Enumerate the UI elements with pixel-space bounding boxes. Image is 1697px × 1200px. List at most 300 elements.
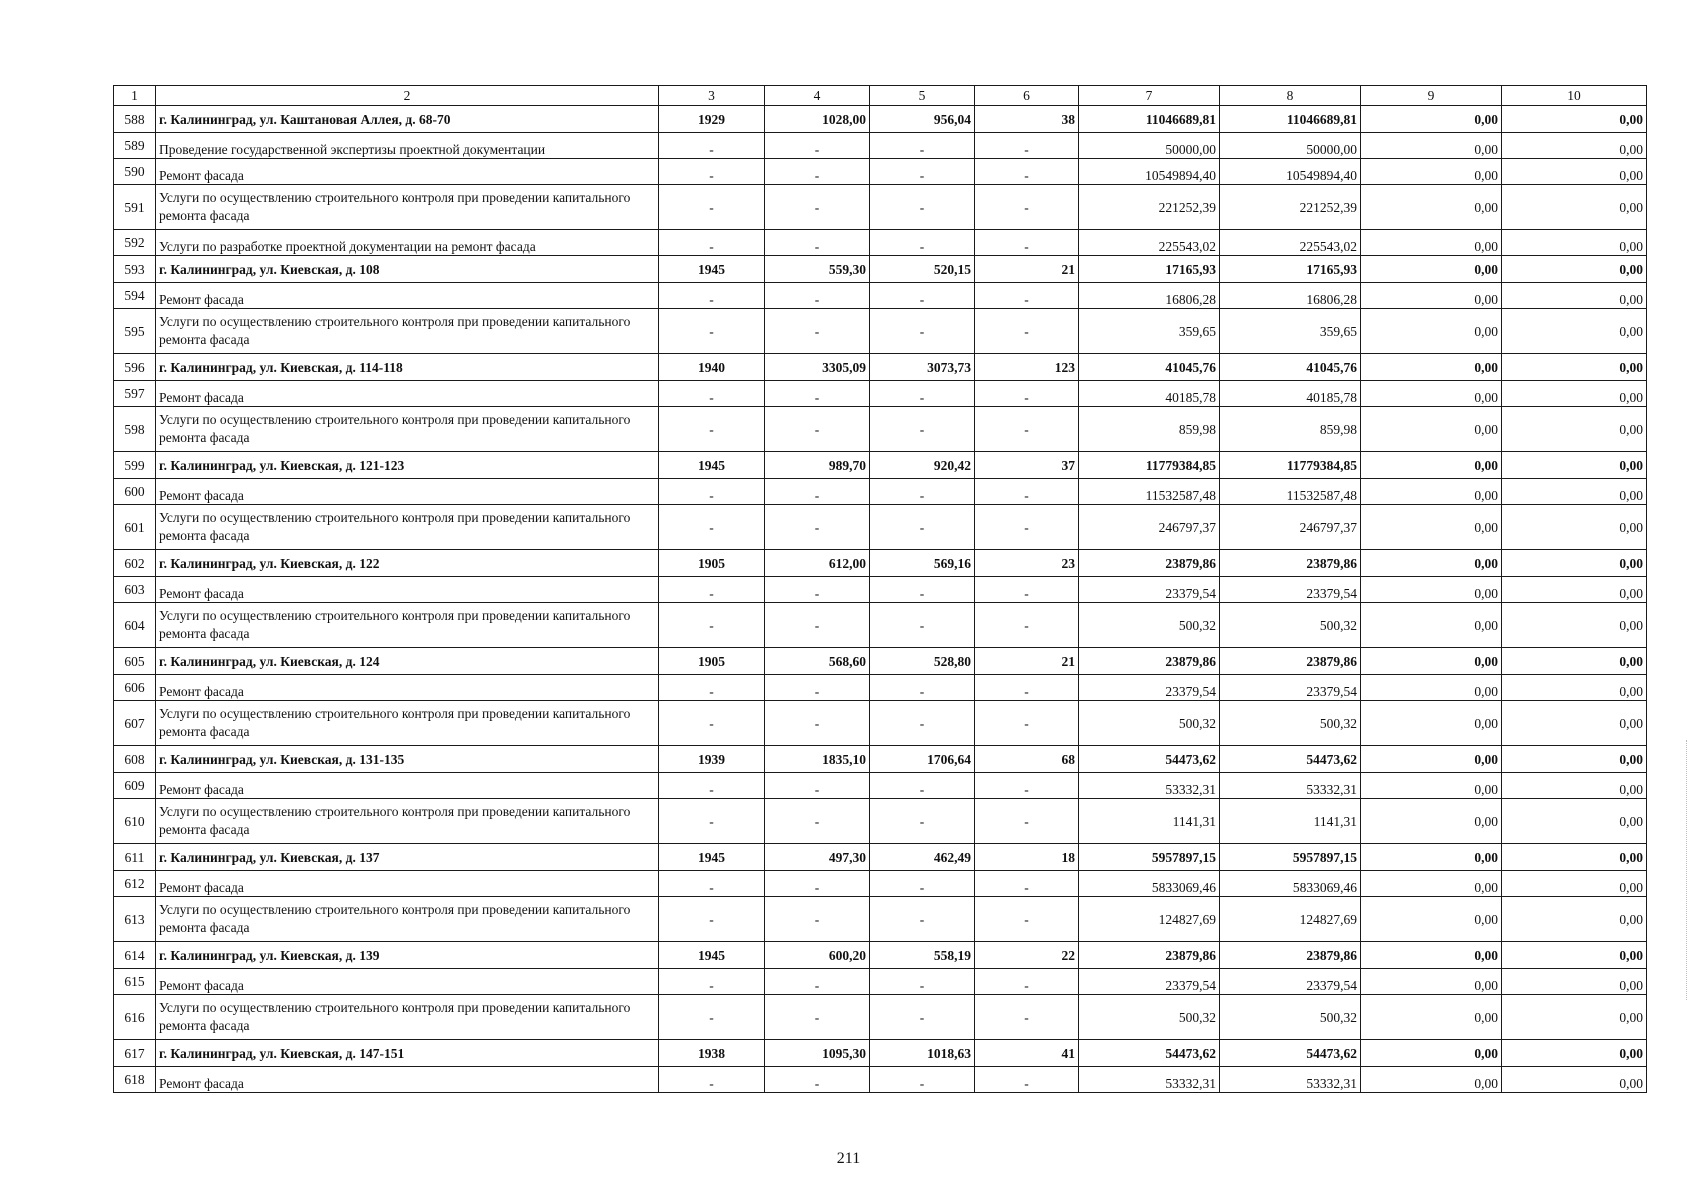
cell-cost-total: 23379,54 bbox=[1079, 675, 1220, 701]
cell-description: Услуги по осуществлению строительного контроля при проведении капитального ремонта фасада bbox=[156, 309, 659, 354]
cell-cost-fund: 225543,02 bbox=[1220, 230, 1361, 256]
cell-cost-fund: 359,65 bbox=[1220, 309, 1361, 354]
cell-area-total: 1835,10 bbox=[765, 746, 870, 773]
cell-residents: 22 bbox=[975, 942, 1079, 969]
cell-residents: - bbox=[975, 505, 1079, 550]
cell-area-living: - bbox=[870, 675, 975, 701]
cell-area-living: - bbox=[870, 603, 975, 648]
cell-description: Ремонт фасада bbox=[156, 675, 659, 701]
column-header: 9 bbox=[1361, 86, 1502, 106]
cell-cost-budget: 0,00 bbox=[1361, 577, 1502, 603]
cell-area-total: - bbox=[765, 230, 870, 256]
cell-description: г. Калининград, ул. Киевская, д. 122 bbox=[156, 550, 659, 577]
column-header: 8 bbox=[1220, 86, 1361, 106]
cell-row-number: 603 bbox=[114, 577, 156, 603]
cell-year: 1929 bbox=[659, 106, 765, 133]
cell-cost-fund: 11046689,81 bbox=[1220, 106, 1361, 133]
cell-row-number: 615 bbox=[114, 969, 156, 995]
cell-description: Ремонт фасада bbox=[156, 871, 659, 897]
cell-cost-total: 23379,54 bbox=[1079, 969, 1220, 995]
cell-cost-total: 23879,86 bbox=[1079, 648, 1220, 675]
cell-area-living: - bbox=[870, 479, 975, 505]
cell-area-total: - bbox=[765, 381, 870, 407]
cell-cost-other: 0,00 bbox=[1502, 942, 1647, 969]
cell-cost-total: 246797,37 bbox=[1079, 505, 1220, 550]
cell-area-total: 612,00 bbox=[765, 550, 870, 577]
cell-cost-fund: 500,32 bbox=[1220, 701, 1361, 746]
cell-row-number: 602 bbox=[114, 550, 156, 577]
cell-cost-other: 0,00 bbox=[1502, 283, 1647, 309]
table-row bbox=[114, 701, 1647, 746]
cell-year: - bbox=[659, 505, 765, 550]
cell-cost-budget: 0,00 bbox=[1361, 844, 1502, 871]
cell-cost-other: 0,00 bbox=[1502, 603, 1647, 648]
table-row bbox=[114, 452, 1647, 479]
table-row bbox=[114, 256, 1647, 283]
cell-cost-budget: 0,00 bbox=[1361, 133, 1502, 159]
cell-area-living: 1706,64 bbox=[870, 746, 975, 773]
cell-area-total: - bbox=[765, 897, 870, 942]
cell-residents: 68 bbox=[975, 746, 1079, 773]
cell-year: 1945 bbox=[659, 942, 765, 969]
cell-cost-total: 500,32 bbox=[1079, 603, 1220, 648]
cell-cost-budget: 0,00 bbox=[1361, 407, 1502, 452]
table-row bbox=[114, 871, 1647, 897]
table-row bbox=[114, 185, 1647, 230]
cell-area-living: - bbox=[870, 505, 975, 550]
cell-residents: 41 bbox=[975, 1040, 1079, 1067]
cell-residents: 23 bbox=[975, 550, 1079, 577]
cell-cost-fund: 23879,86 bbox=[1220, 942, 1361, 969]
cell-row-number: 604 bbox=[114, 603, 156, 648]
cell-row-number: 608 bbox=[114, 746, 156, 773]
cell-description: г. Калининград, ул. Киевская, д. 137 bbox=[156, 844, 659, 871]
cell-row-number: 592 bbox=[114, 230, 156, 256]
cell-year: - bbox=[659, 701, 765, 746]
cell-description: Ремонт фасада bbox=[156, 381, 659, 407]
cell-year: 1939 bbox=[659, 746, 765, 773]
cell-year: - bbox=[659, 969, 765, 995]
cell-year: 1905 bbox=[659, 648, 765, 675]
cell-residents: - bbox=[975, 995, 1079, 1040]
cell-cost-fund: 50000,00 bbox=[1220, 133, 1361, 159]
column-header: 7 bbox=[1079, 86, 1220, 106]
cell-cost-budget: 0,00 bbox=[1361, 185, 1502, 230]
cell-area-total: - bbox=[765, 505, 870, 550]
cell-cost-budget: 0,00 bbox=[1361, 942, 1502, 969]
cell-cost-fund: 10549894,40 bbox=[1220, 159, 1361, 185]
cell-residents: - bbox=[975, 773, 1079, 799]
cell-row-number: 610 bbox=[114, 799, 156, 844]
cell-cost-total: 11532587,48 bbox=[1079, 479, 1220, 505]
cell-cost-budget: 0,00 bbox=[1361, 701, 1502, 746]
cell-row-number: 593 bbox=[114, 256, 156, 283]
cell-residents: - bbox=[975, 185, 1079, 230]
cell-cost-budget: 0,00 bbox=[1361, 675, 1502, 701]
cell-cost-total: 5957897,15 bbox=[1079, 844, 1220, 871]
cell-area-total: 989,70 bbox=[765, 452, 870, 479]
cell-description: Услуги по осуществлению строительного контроля при проведении капитального ремонта фасада bbox=[156, 799, 659, 844]
cell-area-living: 956,04 bbox=[870, 106, 975, 133]
cell-cost-other: 0,00 bbox=[1502, 550, 1647, 577]
cell-row-number: 597 bbox=[114, 381, 156, 407]
cell-residents: 21 bbox=[975, 648, 1079, 675]
cell-cost-budget: 0,00 bbox=[1361, 648, 1502, 675]
cell-residents: 21 bbox=[975, 256, 1079, 283]
cell-description: Ремонт фасада bbox=[156, 1067, 659, 1093]
cell-cost-total: 500,32 bbox=[1079, 995, 1220, 1040]
cell-area-total: - bbox=[765, 799, 870, 844]
cell-cost-total: 359,65 bbox=[1079, 309, 1220, 354]
cell-area-living: - bbox=[870, 133, 975, 159]
cell-description: г. Калининград, ул. Киевская, д. 139 bbox=[156, 942, 659, 969]
header-row bbox=[114, 86, 1647, 106]
cell-cost-fund: 11779384,85 bbox=[1220, 452, 1361, 479]
cell-cost-total: 10549894,40 bbox=[1079, 159, 1220, 185]
cell-area-total: 568,60 bbox=[765, 648, 870, 675]
cell-cost-other: 0,00 bbox=[1502, 133, 1647, 159]
cell-cost-budget: 0,00 bbox=[1361, 799, 1502, 844]
cell-residents: 37 bbox=[975, 452, 1079, 479]
cell-description: Услуги по осуществлению строительного контроля при проведении капитального ремонта фасада bbox=[156, 505, 659, 550]
table-row bbox=[114, 969, 1647, 995]
cell-cost-other: 0,00 bbox=[1502, 577, 1647, 603]
cell-description: г. Калининград, ул. Киевская, д. 124 bbox=[156, 648, 659, 675]
cell-cost-budget: 0,00 bbox=[1361, 550, 1502, 577]
cell-cost-fund: 1141,31 bbox=[1220, 799, 1361, 844]
cell-area-living: - bbox=[870, 871, 975, 897]
cell-row-number: 600 bbox=[114, 479, 156, 505]
cell-area-living: - bbox=[870, 230, 975, 256]
cell-row-number: 617 bbox=[114, 1040, 156, 1067]
cell-cost-fund: 41045,76 bbox=[1220, 354, 1361, 381]
cell-row-number: 606 bbox=[114, 675, 156, 701]
cell-cost-budget: 0,00 bbox=[1361, 746, 1502, 773]
cell-cost-total: 23379,54 bbox=[1079, 577, 1220, 603]
cell-cost-budget: 0,00 bbox=[1361, 106, 1502, 133]
cell-cost-budget: 0,00 bbox=[1361, 309, 1502, 354]
cell-cost-other: 0,00 bbox=[1502, 159, 1647, 185]
cell-cost-other: 0,00 bbox=[1502, 799, 1647, 844]
cell-cost-fund: 5833069,46 bbox=[1220, 871, 1361, 897]
cell-row-number: 612 bbox=[114, 871, 156, 897]
cell-year: - bbox=[659, 1067, 765, 1093]
cell-cost-fund: 54473,62 bbox=[1220, 1040, 1361, 1067]
cell-year: - bbox=[659, 159, 765, 185]
cell-description: Ремонт фасада bbox=[156, 577, 659, 603]
cell-residents: - bbox=[975, 1067, 1079, 1093]
cell-area-total: - bbox=[765, 133, 870, 159]
cell-cost-total: 500,32 bbox=[1079, 701, 1220, 746]
cell-cost-budget: 0,00 bbox=[1361, 505, 1502, 550]
table-row bbox=[114, 381, 1647, 407]
cell-description: г. Калининград, ул. Киевская, д. 114-118 bbox=[156, 354, 659, 381]
cell-year: - bbox=[659, 773, 765, 799]
cell-row-number: 605 bbox=[114, 648, 156, 675]
cell-cost-budget: 0,00 bbox=[1361, 773, 1502, 799]
table-row bbox=[114, 942, 1647, 969]
cell-year: - bbox=[659, 479, 765, 505]
cell-residents: - bbox=[975, 799, 1079, 844]
table-row bbox=[114, 1040, 1647, 1067]
cell-year: - bbox=[659, 577, 765, 603]
cell-area-living: - bbox=[870, 309, 975, 354]
cell-cost-other: 0,00 bbox=[1502, 479, 1647, 505]
cell-description: Услуги по осуществлению строительного контроля при проведении капитального ремонта фасада bbox=[156, 407, 659, 452]
cell-cost-other: 0,00 bbox=[1502, 256, 1647, 283]
cell-row-number: 589 bbox=[114, 133, 156, 159]
table-row bbox=[114, 995, 1647, 1040]
cell-cost-other: 0,00 bbox=[1502, 106, 1647, 133]
cell-row-number: 591 bbox=[114, 185, 156, 230]
cell-row-number: 614 bbox=[114, 942, 156, 969]
cell-row-number: 599 bbox=[114, 452, 156, 479]
cell-cost-fund: 23879,86 bbox=[1220, 648, 1361, 675]
cell-cost-total: 53332,31 bbox=[1079, 773, 1220, 799]
table-row bbox=[114, 603, 1647, 648]
cell-area-total: - bbox=[765, 1067, 870, 1093]
cell-cost-total: 53332,31 bbox=[1079, 1067, 1220, 1093]
cell-cost-other: 0,00 bbox=[1502, 1067, 1647, 1093]
cell-cost-fund: 53332,31 bbox=[1220, 1067, 1361, 1093]
cell-description: Услуги по осуществлению строительного контроля при проведении капитального ремонта фасада bbox=[156, 185, 659, 230]
table-row bbox=[114, 773, 1647, 799]
cell-cost-budget: 0,00 bbox=[1361, 354, 1502, 381]
cell-area-living: 569,16 bbox=[870, 550, 975, 577]
cell-area-living: 920,42 bbox=[870, 452, 975, 479]
cell-row-number: 596 bbox=[114, 354, 156, 381]
cell-cost-other: 0,00 bbox=[1502, 648, 1647, 675]
cell-cost-total: 859,98 bbox=[1079, 407, 1220, 452]
table-row bbox=[114, 159, 1647, 185]
cell-year: - bbox=[659, 133, 765, 159]
cell-area-living: 558,19 bbox=[870, 942, 975, 969]
cell-year: 1940 bbox=[659, 354, 765, 381]
cell-cost-total: 11779384,85 bbox=[1079, 452, 1220, 479]
cell-area-total: - bbox=[765, 479, 870, 505]
cell-residents: - bbox=[975, 159, 1079, 185]
cell-description: г. Калининград, ул. Киевская, д. 147-151 bbox=[156, 1040, 659, 1067]
cell-cost-budget: 0,00 bbox=[1361, 969, 1502, 995]
cell-residents: - bbox=[975, 871, 1079, 897]
cell-year: - bbox=[659, 185, 765, 230]
cell-residents: - bbox=[975, 603, 1079, 648]
cell-description: Проведение государственной экспертизы проектной документации bbox=[156, 133, 659, 159]
cell-cost-total: 17165,93 bbox=[1079, 256, 1220, 283]
cell-year: - bbox=[659, 995, 765, 1040]
cell-description: г. Калининград, ул. Киевская, д. 108 bbox=[156, 256, 659, 283]
cell-cost-total: 23879,86 bbox=[1079, 550, 1220, 577]
cell-year: - bbox=[659, 675, 765, 701]
cell-cost-fund: 221252,39 bbox=[1220, 185, 1361, 230]
table-row bbox=[114, 505, 1647, 550]
cell-area-living: - bbox=[870, 773, 975, 799]
cell-residents: - bbox=[975, 381, 1079, 407]
cell-residents: - bbox=[975, 969, 1079, 995]
cell-year: - bbox=[659, 381, 765, 407]
cell-cost-fund: 5957897,15 bbox=[1220, 844, 1361, 871]
cell-cost-fund: 859,98 bbox=[1220, 407, 1361, 452]
cell-cost-total: 40185,78 bbox=[1079, 381, 1220, 407]
cell-cost-other: 0,00 bbox=[1502, 185, 1647, 230]
cell-residents: - bbox=[975, 577, 1079, 603]
cell-area-total: 1095,30 bbox=[765, 1040, 870, 1067]
cell-year: - bbox=[659, 799, 765, 844]
cell-cost-total: 50000,00 bbox=[1079, 133, 1220, 159]
table-row bbox=[114, 230, 1647, 256]
cell-cost-budget: 0,00 bbox=[1361, 452, 1502, 479]
cell-row-number: 598 bbox=[114, 407, 156, 452]
cell-cost-budget: 0,00 bbox=[1361, 871, 1502, 897]
cell-area-living: - bbox=[870, 283, 975, 309]
table-row bbox=[114, 479, 1647, 505]
cell-cost-total: 16806,28 bbox=[1079, 283, 1220, 309]
cell-cost-fund: 23379,54 bbox=[1220, 577, 1361, 603]
cell-row-number: 594 bbox=[114, 283, 156, 309]
cell-residents: - bbox=[975, 897, 1079, 942]
cell-year: - bbox=[659, 230, 765, 256]
cell-area-total: - bbox=[765, 675, 870, 701]
cell-area-living: - bbox=[870, 185, 975, 230]
cell-cost-budget: 0,00 bbox=[1361, 283, 1502, 309]
cell-row-number: 601 bbox=[114, 505, 156, 550]
cell-area-living: - bbox=[870, 159, 975, 185]
cell-area-total: - bbox=[765, 603, 870, 648]
cell-area-living: 520,15 bbox=[870, 256, 975, 283]
table-row bbox=[114, 897, 1647, 942]
cell-area-total: 3305,09 bbox=[765, 354, 870, 381]
cell-cost-other: 0,00 bbox=[1502, 381, 1647, 407]
cell-cost-budget: 0,00 bbox=[1361, 1040, 1502, 1067]
cell-area-living: - bbox=[870, 1067, 975, 1093]
table-row bbox=[114, 283, 1647, 309]
cell-cost-budget: 0,00 bbox=[1361, 897, 1502, 942]
table-row bbox=[114, 133, 1647, 159]
cell-cost-other: 0,00 bbox=[1502, 230, 1647, 256]
cell-residents: - bbox=[975, 283, 1079, 309]
table-row bbox=[114, 648, 1647, 675]
cell-year: 1938 bbox=[659, 1040, 765, 1067]
budget-table bbox=[113, 85, 1647, 1093]
cell-area-total: - bbox=[765, 701, 870, 746]
cell-area-total: - bbox=[765, 871, 870, 897]
cell-cost-total: 5833069,46 bbox=[1079, 871, 1220, 897]
cell-residents: - bbox=[975, 407, 1079, 452]
cell-area-living: - bbox=[870, 969, 975, 995]
cell-cost-budget: 0,00 bbox=[1361, 159, 1502, 185]
cell-row-number: 590 bbox=[114, 159, 156, 185]
cell-area-living: - bbox=[870, 381, 975, 407]
cell-description: Услуги по осуществлению строительного контроля при проведении капитального ремонта фасада bbox=[156, 701, 659, 746]
table-row bbox=[114, 550, 1647, 577]
cell-cost-other: 0,00 bbox=[1502, 897, 1647, 942]
cell-description: Ремонт фасада bbox=[156, 969, 659, 995]
cell-row-number: 618 bbox=[114, 1067, 156, 1093]
cell-area-total: 497,30 bbox=[765, 844, 870, 871]
cell-description: Услуги по осуществлению строительного контроля при проведении капитального ремонта фасада bbox=[156, 897, 659, 942]
cell-cost-budget: 0,00 bbox=[1361, 479, 1502, 505]
cell-year: - bbox=[659, 871, 765, 897]
cell-cost-total: 225543,02 bbox=[1079, 230, 1220, 256]
cell-description: Услуги по осуществлению строительного контроля при проведении капитального ремонта фасада bbox=[156, 603, 659, 648]
cell-year: - bbox=[659, 309, 765, 354]
cell-cost-other: 0,00 bbox=[1502, 505, 1647, 550]
cell-area-living: - bbox=[870, 407, 975, 452]
cell-description: Ремонт фасада bbox=[156, 479, 659, 505]
cell-residents: - bbox=[975, 230, 1079, 256]
cell-cost-other: 0,00 bbox=[1502, 354, 1647, 381]
table-row bbox=[114, 407, 1647, 452]
cell-cost-total: 23879,86 bbox=[1079, 942, 1220, 969]
column-header: 2 bbox=[156, 86, 659, 106]
cell-cost-fund: 23379,54 bbox=[1220, 969, 1361, 995]
cell-area-total: - bbox=[765, 309, 870, 354]
table-row bbox=[114, 1067, 1647, 1093]
table-body bbox=[114, 86, 1647, 1093]
cell-description: Ремонт фасада bbox=[156, 283, 659, 309]
cell-row-number: 609 bbox=[114, 773, 156, 799]
cell-year: 1905 bbox=[659, 550, 765, 577]
cell-residents: - bbox=[975, 479, 1079, 505]
column-header: 10 bbox=[1502, 86, 1647, 106]
cell-cost-fund: 124827,69 bbox=[1220, 897, 1361, 942]
cell-cost-total: 41045,76 bbox=[1079, 354, 1220, 381]
cell-cost-other: 0,00 bbox=[1502, 844, 1647, 871]
cell-cost-fund: 53332,31 bbox=[1220, 773, 1361, 799]
cell-area-total: 600,20 bbox=[765, 942, 870, 969]
cell-cost-fund: 23879,86 bbox=[1220, 550, 1361, 577]
cell-cost-budget: 0,00 bbox=[1361, 256, 1502, 283]
cell-cost-other: 0,00 bbox=[1502, 309, 1647, 354]
cell-cost-budget: 0,00 bbox=[1361, 995, 1502, 1040]
cell-area-living: - bbox=[870, 577, 975, 603]
cell-cost-other: 0,00 bbox=[1502, 701, 1647, 746]
table-row bbox=[114, 354, 1647, 381]
cell-area-total: - bbox=[765, 577, 870, 603]
table-row bbox=[114, 309, 1647, 354]
table-row bbox=[114, 844, 1647, 871]
cell-area-living: - bbox=[870, 799, 975, 844]
table-row bbox=[114, 799, 1647, 844]
cell-year: 1945 bbox=[659, 844, 765, 871]
cell-description: Ремонт фасада bbox=[156, 159, 659, 185]
table-row bbox=[114, 106, 1647, 133]
cell-cost-fund: 17165,93 bbox=[1220, 256, 1361, 283]
cell-residents: 18 bbox=[975, 844, 1079, 871]
cell-row-number: 588 bbox=[114, 106, 156, 133]
cell-residents: - bbox=[975, 309, 1079, 354]
cell-cost-budget: 0,00 bbox=[1361, 230, 1502, 256]
cell-row-number: 613 bbox=[114, 897, 156, 942]
cell-cost-total: 54473,62 bbox=[1079, 746, 1220, 773]
cell-residents: - bbox=[975, 701, 1079, 746]
cell-area-total: - bbox=[765, 185, 870, 230]
cell-description: Услуги по разработке проектной документации на ремонт фасада bbox=[156, 230, 659, 256]
cell-description: Ремонт фасада bbox=[156, 773, 659, 799]
column-header: 5 bbox=[870, 86, 975, 106]
cell-cost-fund: 23379,54 bbox=[1220, 675, 1361, 701]
cell-area-total: - bbox=[765, 773, 870, 799]
cell-cost-total: 54473,62 bbox=[1079, 1040, 1220, 1067]
cell-cost-budget: 0,00 bbox=[1361, 603, 1502, 648]
cell-area-living: - bbox=[870, 897, 975, 942]
cell-cost-other: 0,00 bbox=[1502, 452, 1647, 479]
cell-area-living: 1018,63 bbox=[870, 1040, 975, 1067]
cell-cost-budget: 0,00 bbox=[1361, 1067, 1502, 1093]
cell-area-living: 528,80 bbox=[870, 648, 975, 675]
column-header: 3 bbox=[659, 86, 765, 106]
cell-area-total: - bbox=[765, 969, 870, 995]
